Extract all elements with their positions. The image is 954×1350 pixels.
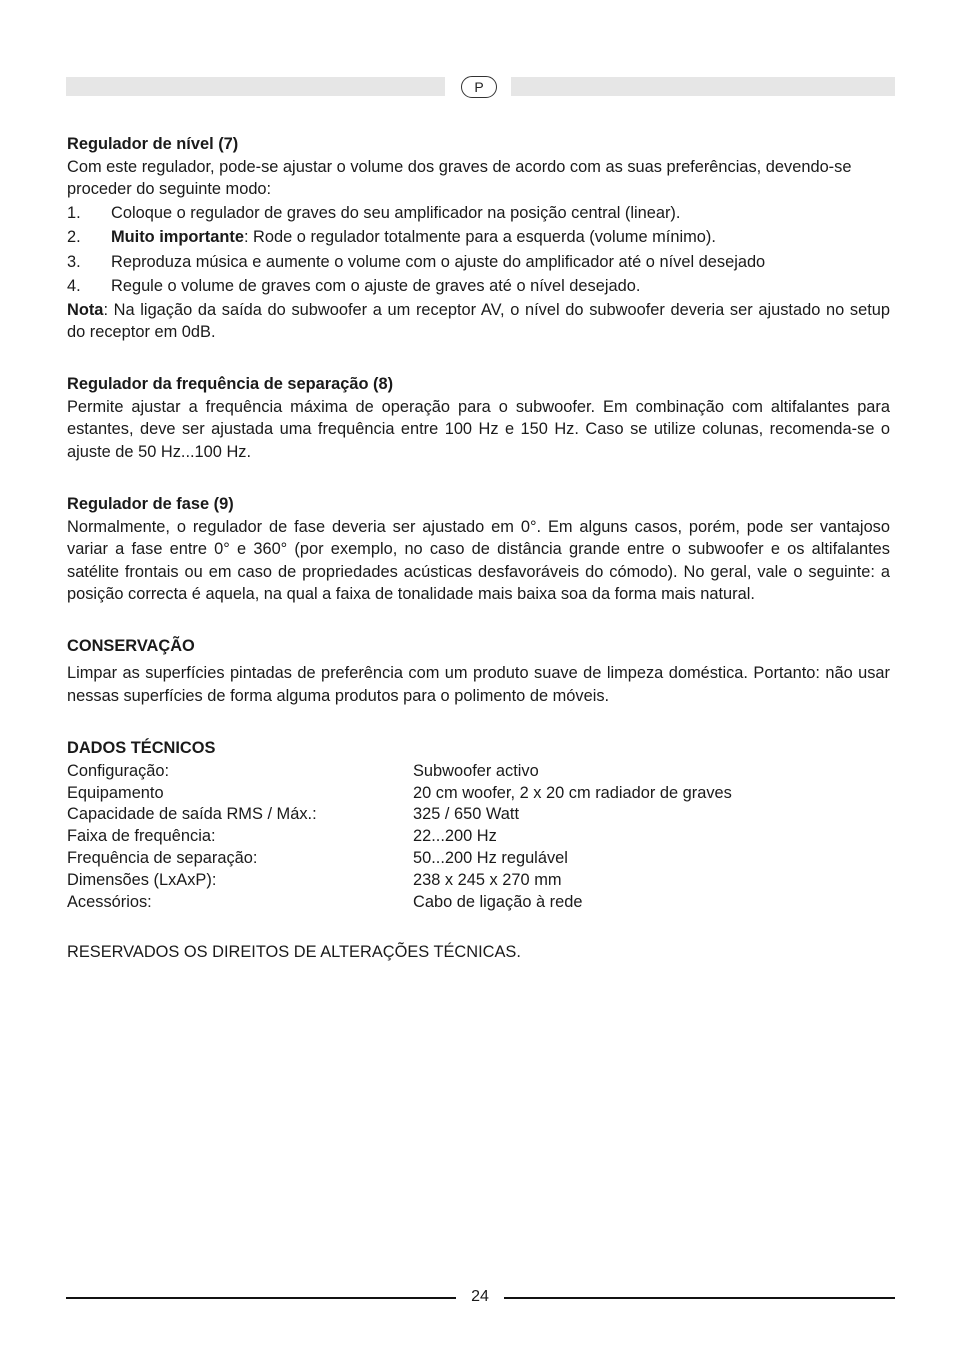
specs-table [67,761,890,914]
crossover-text: Permite ajustar a frequência máxima de operação para o subwoofer. Em combinação com altifalantes para estantes, deve ser ajustada uma frequência entre 100 Hz e 150 Hz. Caso se utilize colunas, recomenda-se o ajuste de 50 Hz...100 Hz. [67,398,890,461]
header-bar-left [66,77,445,96]
list-item [67,274,890,299]
step-text: Reproduza música e aumente o volume com o ajuste do amplificador até o nível desejado [111,252,766,271]
spec-value: 22...200 Hz [413,827,497,846]
table-row [67,761,890,783]
footer [66,1287,895,1309]
section-title-crossover: Regulador da frequência de separação (8) [67,375,394,394]
step-text: Coloque o regulador de graves do seu amplificador na posição central (linear). [111,203,681,222]
level-intro: Com este regulador, pode-se ajustar o volume dos graves de acordo com as suas preferências, devendo-se proceder do seguinte modo: [67,158,852,199]
spec-value: 50...200 Hz regulável [413,849,568,868]
spec-value: Subwoofer activo [413,761,539,780]
step-emphasis: Muito importante [111,228,244,247]
spec-key: Configuração: [67,761,170,780]
spec-key: Equipamento [67,783,164,802]
table-row [67,783,890,805]
section-title-care: CONSERVAÇÃO [67,637,195,656]
table-row [67,848,890,870]
level-note [67,299,890,344]
spec-key: Acessórios: [67,892,152,911]
table-row [67,892,890,914]
list-item [67,225,890,250]
spec-key: Capacidade de saída RMS / Máx.: [67,805,317,824]
spec-key: Faixa de frequência: [67,827,216,846]
footer-rule-right [504,1297,895,1299]
spec-value: 325 / 650 Watt [413,805,519,824]
spec-value: 20 cm woofer, 2 x 20 cm radiador de graves [413,783,732,802]
rights-notice: RESERVADOS OS DIREITOS DE ALTERAÇÕES TÉCNICAS. [67,943,521,962]
step-text: : Rode o regulador totalmente para a esquerda (volume mínimo). [243,228,716,247]
section-title-phase: Regulador de fase (9) [67,495,234,514]
list-item [67,201,890,226]
table-row [67,870,890,892]
phase-text: Normalmente, o regulador de fase deveria ser ajustado em 0°. Em alguns casos, porém, pode ser vantajoso variar a fase entre 0° e 360° (por exemplo, no caso de distância grande entre o subwoofer e os altifalantes satélite frontais ou em caso de propriedades acústicas desfavoráveis do cómodo). No geral, vale o seguinte: a posição correcta é aquela, na qual a faixa de tonalidade mais baixa soa da forma mais natural. [67,518,890,603]
level-steps [67,201,890,299]
step-number: 4. [67,277,81,296]
table-row [67,826,890,848]
spec-key: Dimensões (LxAxP): [67,870,217,889]
list-item [67,250,890,275]
note-label: Nota [67,300,104,319]
header-bar [66,77,895,96]
note-text: : Na ligação da saída do subwoofer a um receptor AV, o nível do subwoofer deveria ser ajustado no setup do receptor em 0dB. [67,300,890,341]
section-title-level: Regulador de nível (7) [67,135,239,153]
spec-key: Frequência de separação: [67,849,258,868]
spec-value: 238 x 245 x 270 mm [413,870,562,889]
section-title-specs: DADOS TÉCNICOS [67,738,216,757]
page-content [67,132,890,964]
page-number: 24 [471,1288,489,1305]
language-badge: P [461,76,497,98]
step-number: 2. [67,228,81,247]
care-text: Limpar as superfícies pintadas de preferência com um produto suave de limpeza doméstica. Portanto: não usar nessas superfícies de forma alguma produtos para o polimento de móveis. [67,664,890,705]
table-row [67,804,890,826]
step-text: Regule o volume de graves com o ajuste de graves até o nível desejado. [111,277,641,296]
step-number: 3. [67,252,81,271]
header-bar-right [511,77,895,96]
spec-value: Cabo de ligação à rede [413,892,583,911]
step-number: 1. [67,203,81,222]
footer-rule-left [66,1297,456,1299]
